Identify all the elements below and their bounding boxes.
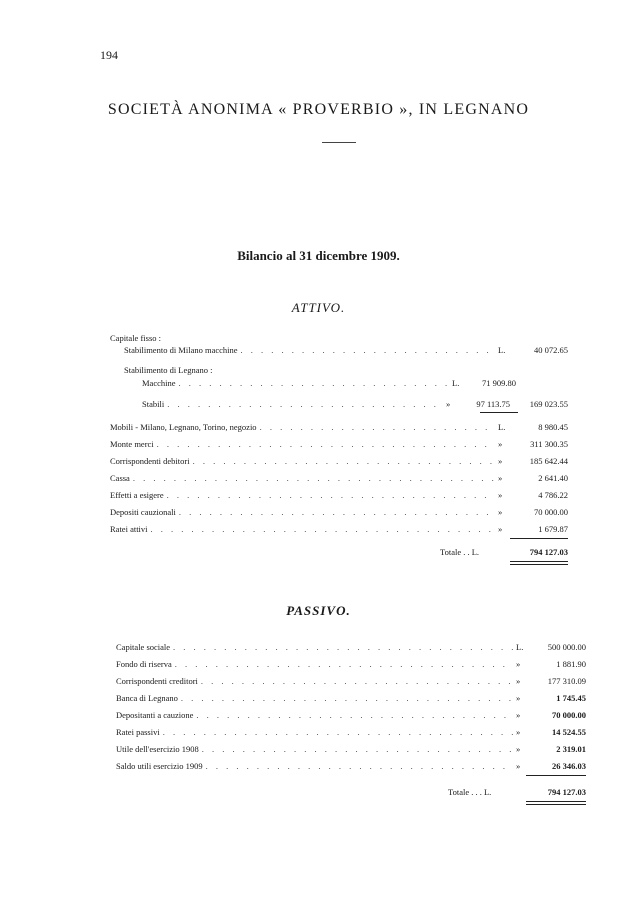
double-rule-bottom [526,804,586,805]
row-currency: L. [498,345,506,355]
attivo-row-milano [124,343,568,357]
row-currency: » [446,399,451,409]
row-currency: L. [452,378,460,388]
passivo-row-saldo-1909: Saldo utili esercizio 1909 . . . » 26 346.03 [116,759,586,773]
passivo-row-utile-1908: Utile dell'esercizio 1908 . . . » 2 319.01 [116,742,586,756]
passivo-row-fondo: Fondo di riserva . . . » 1 881.90 [116,657,586,671]
row-label: Stabilimento di Milano macchine [124,345,238,355]
attivo-row-monte-merci: Monte merci . . . » 311 300.35 [110,437,568,451]
row-label: Stabili [142,399,165,409]
attivo-row-depositi: Depositi cauzionali . . . » 70 000.00 [110,505,568,519]
company-title: SOCIETÀ ANONIMA « PROVERBIO », IN LEGNANO [107,101,530,118]
attivo-row-macchine [142,376,516,390]
page-number: 194 [100,48,118,62]
double-rule-bottom [510,564,568,565]
passivo-row-corrispondenti: Corrispondenti creditori . . . » 177 310.09 [116,674,586,688]
row-total: 40 072.65 [534,345,568,355]
row-total: 169 023.55 [529,399,568,409]
attivo-heading: ATTIVO. [291,300,346,315]
total-rule [526,775,586,776]
double-rule-top [510,561,568,562]
attivo-row-effetti: Effetti a esigere . . . » 4 786.22 [110,488,568,502]
attivo-row-corrispondenti: Corrispondenti debitori . . . » 185 642.44 [110,454,568,468]
passivo-row-banca: Banca di Legnano . . . » 1 745.45 [116,691,586,705]
subtotal-rule [480,412,518,413]
passivo-row-ratei: Ratei passivi . . . » 14 524.55 [116,725,586,739]
attivo-row-stabili [142,397,568,411]
passivo-totale: Totale . . . L. 794 127.03 [448,787,586,797]
passivo-heading: PASSIVO. [286,603,351,618]
row-amount: 97 113.75 [476,399,510,409]
row-label: Macchine [142,378,176,388]
capitale-fisso-label: Capitale fisso : [110,333,161,343]
attivo-row-ratei: Ratei attivi . . . » 1 679.87 [110,522,568,536]
passivo-row-depositanti: Depositanti a cauzione . . . » 70 000.00 [116,708,586,722]
legnano-label: Stabilimento di Legnano : [124,365,213,375]
total-rule [510,538,568,539]
attivo-totale: Totale . . L. 794 127.03 [440,547,568,557]
title-divider [322,142,356,143]
passivo-row-capitale: Capitale sociale . . . L. 500 000.00 [116,640,586,654]
attivo-row-mobili: Mobili - Milano, Legnano, Torino, negozio . . . L. 8 980.45 [110,420,568,434]
double-rule-top [526,801,586,802]
row-amount: 71 909.80 [482,378,516,388]
attivo-row-cassa: Cassa . . . » 2 641.40 [110,471,568,485]
balance-heading: Bilancio al 31 dicembre 1909. [237,248,400,263]
